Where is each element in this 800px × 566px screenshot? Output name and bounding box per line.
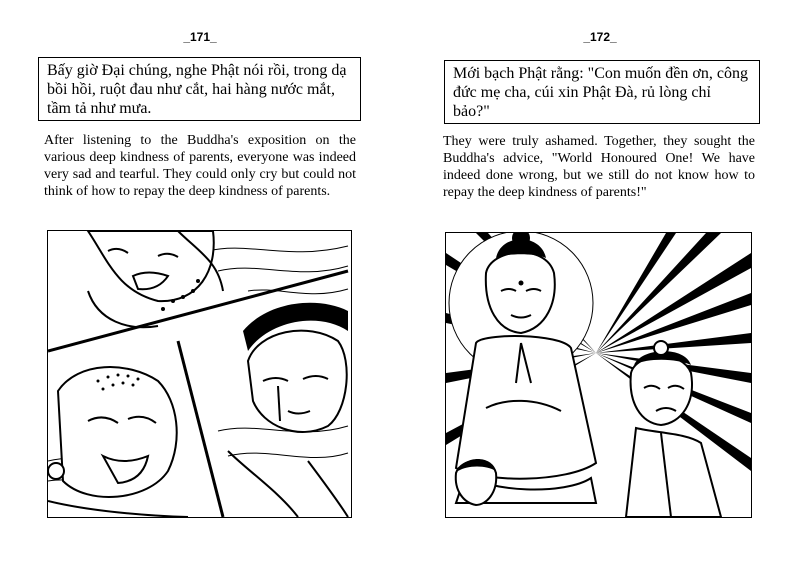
english-text: They were truly ashamed. Together, they sought the Buddha's advice, "World Honoured One! We have indeed done wrong, but we still do not know how to repay the deep kindness of parents!": [443, 134, 755, 200]
page-number: _171_: [183, 30, 217, 44]
english-text: After listening to the Buddha's exposition on the various deep kindness of parents, everyone was indeed very sad and tearful. They could only cry but could not think of how to repay the deep kindness of parents.: [44, 133, 356, 199]
vietnamese-text-box: Bấy giờ Đại chúng, nghe Phật nói rồi, trong dạ bồi hồi, ruột đau như cắt, hai hàng nước mắt, tầm tả như mưa.: [38, 57, 361, 121]
crying-disciples-illustration: [47, 230, 352, 518]
buddha-radiant-illustration: [445, 232, 752, 518]
vietnamese-text-box: Mới bạch Phật rằng: "Con muốn đền ơn, công đức mẹ cha, cúi xin Phật Đà, rủ lòng chỉ bảo?": [444, 60, 760, 124]
crying-disciples-icon: [48, 231, 351, 517]
page-number: _172_: [583, 30, 617, 44]
right-page: [400, 0, 800, 566]
buddha-radiant-icon: [446, 233, 751, 517]
